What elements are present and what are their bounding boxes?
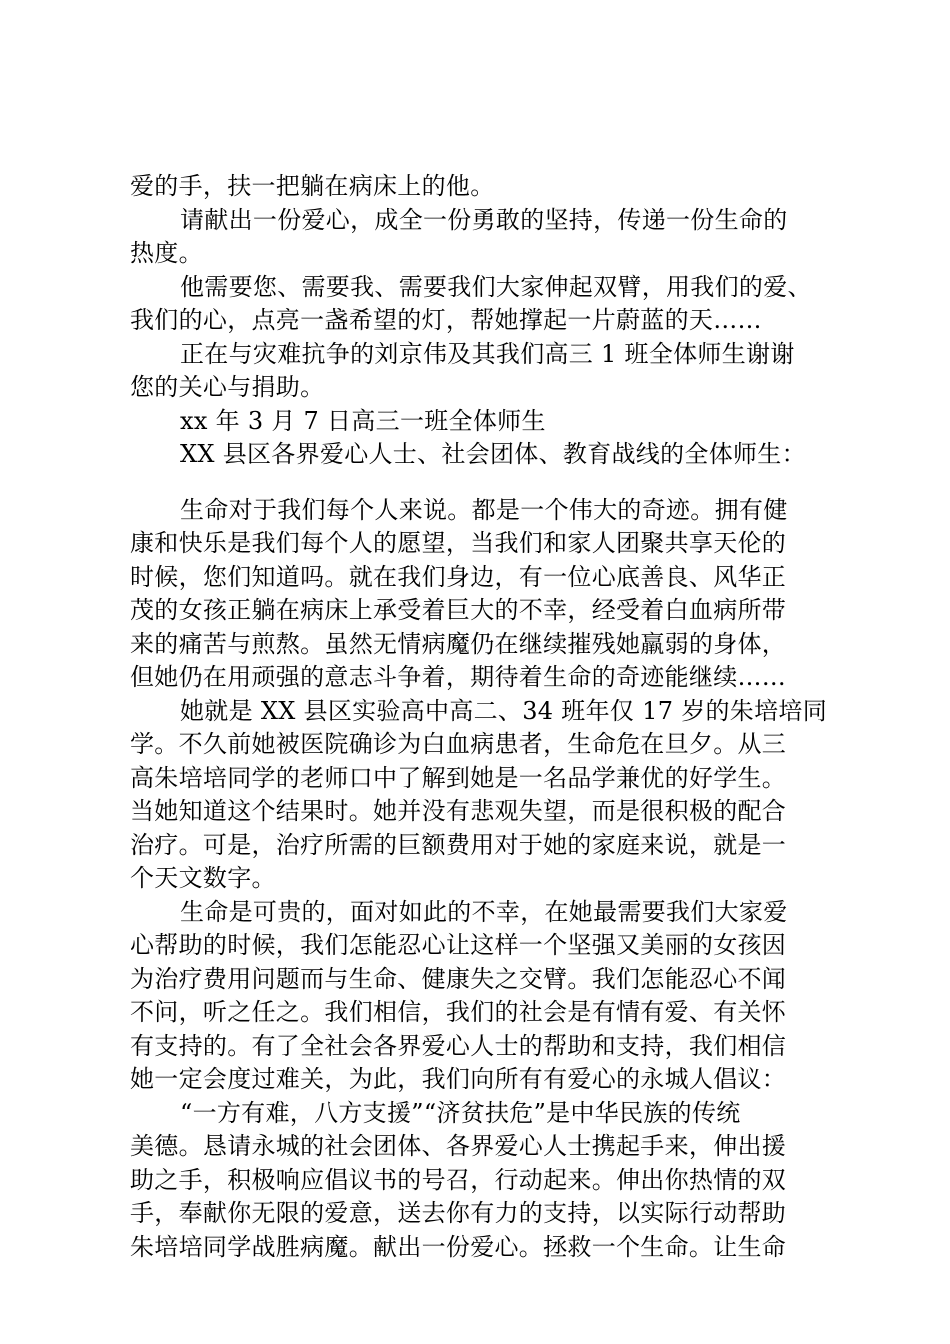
text-line: 当她知道这个结果时。她并没有悲观失望，而是很积极的配合 [130, 797, 787, 825]
text-line: 她就是 XX 县区实验高中高二、34 班年仅 17 岁的朱培培同 [180, 696, 827, 725]
text-line: 有支持的。有了全社会各界爱心人士的帮助和支持，我们相信 [130, 1031, 787, 1060]
text-line: 正在与灾难抗争的刘京伟及其我们高三 1 班全体师生谢谢 [180, 339, 795, 368]
text-line [130, 472, 830, 494]
text-line: 学。不久前她被医院确诊为白血病患者，生命危在旦夕。从三 [130, 730, 787, 758]
text-line: 治疗。可是，治疗所需的巨额费用对于她的家庭来说，就是一 [130, 830, 787, 859]
text-line: 心帮助的时候，我们怎能忍心让这样一个坚强又美丽的女孩因 [130, 931, 787, 959]
text-line: 热度。 [130, 239, 203, 267]
text-line: 生命对于我们每个人来说。都是一个伟大的奇迹。拥有健 [180, 495, 788, 524]
text-line: 手，奉献你无限的爱意，送去你有力的支持，以实际行动帮助 [130, 1199, 787, 1227]
text-line: XX 县区各界爱心人士、社会团体、教育战线的全体师生： [180, 440, 806, 468]
text-line: 朱培培同学战胜病魔。献出一份爱心。拯救一个生命。让生命 [130, 1232, 787, 1261]
text-line: 您的关心与捐助。 [130, 373, 325, 401]
text-line: 助之手，积极响应倡议书的号召，行动起来。伸出你热情的双 [130, 1165, 787, 1194]
document-body [130, 170, 830, 1264]
text-line: 康和快乐是我们每个人的愿望，当我们和家人团聚共享天伦的 [130, 529, 787, 557]
text-line: 请献出一份爱心，成全一份勇敢的坚持，传递一份生命的 [180, 205, 788, 234]
text-line: 个天文数字。 [130, 864, 276, 892]
text-line: 爱的手，扶一把躺在病床上的他。 [130, 172, 495, 200]
text-line: 他需要您、需要我、需要我们大家伸起双臂，用我们的爱、 [180, 272, 812, 301]
text-line: 但她仍在用顽强的意志斗争着，期待着生命的奇迹能继续…… [130, 663, 787, 691]
text-line: 时候，您们知道吗。就在我们身边，有一位心底善良、风华正 [130, 562, 787, 591]
text-line: 为治疗费用问题而与生命、健康失之交臂。我们怎能忍心不闻 [130, 964, 787, 993]
text-line: “一方有难，八方支援”“济贫扶危”是中华民族的传统 [180, 1098, 741, 1127]
text-line: 不问，听之任之。我们相信，我们的社会是有情有爱、有关怀 [130, 998, 787, 1026]
text-line: 她一定会度过难关，为此，我们向所有有爱心的永城人倡议： [130, 1065, 787, 1093]
text-line: xx 年 3 月 7 日高三一班全体师生 [180, 406, 546, 435]
text-line: 茂的女孩正躺在病床上承受着巨大的不幸，经受着白血病所带 [130, 596, 787, 624]
text-line: 美德。恳请永城的社会团体、各界爱心人士携起手来，伸出援 [130, 1132, 787, 1160]
text-line: 生命是可贵的，面对如此的不幸，在她最需要我们大家爱 [180, 897, 788, 926]
text-line: 我们的心，点亮一盏希望的灯，帮她撑起一片蔚蓝的天…… [130, 306, 762, 334]
text-line: 高朱培培同学的老师口中了解到她是一名品学兼优的好学生。 [130, 763, 787, 792]
text-line: 来的痛苦与煎熬。虽然无情病魔仍在继续摧残她羸弱的身体， [130, 629, 787, 658]
